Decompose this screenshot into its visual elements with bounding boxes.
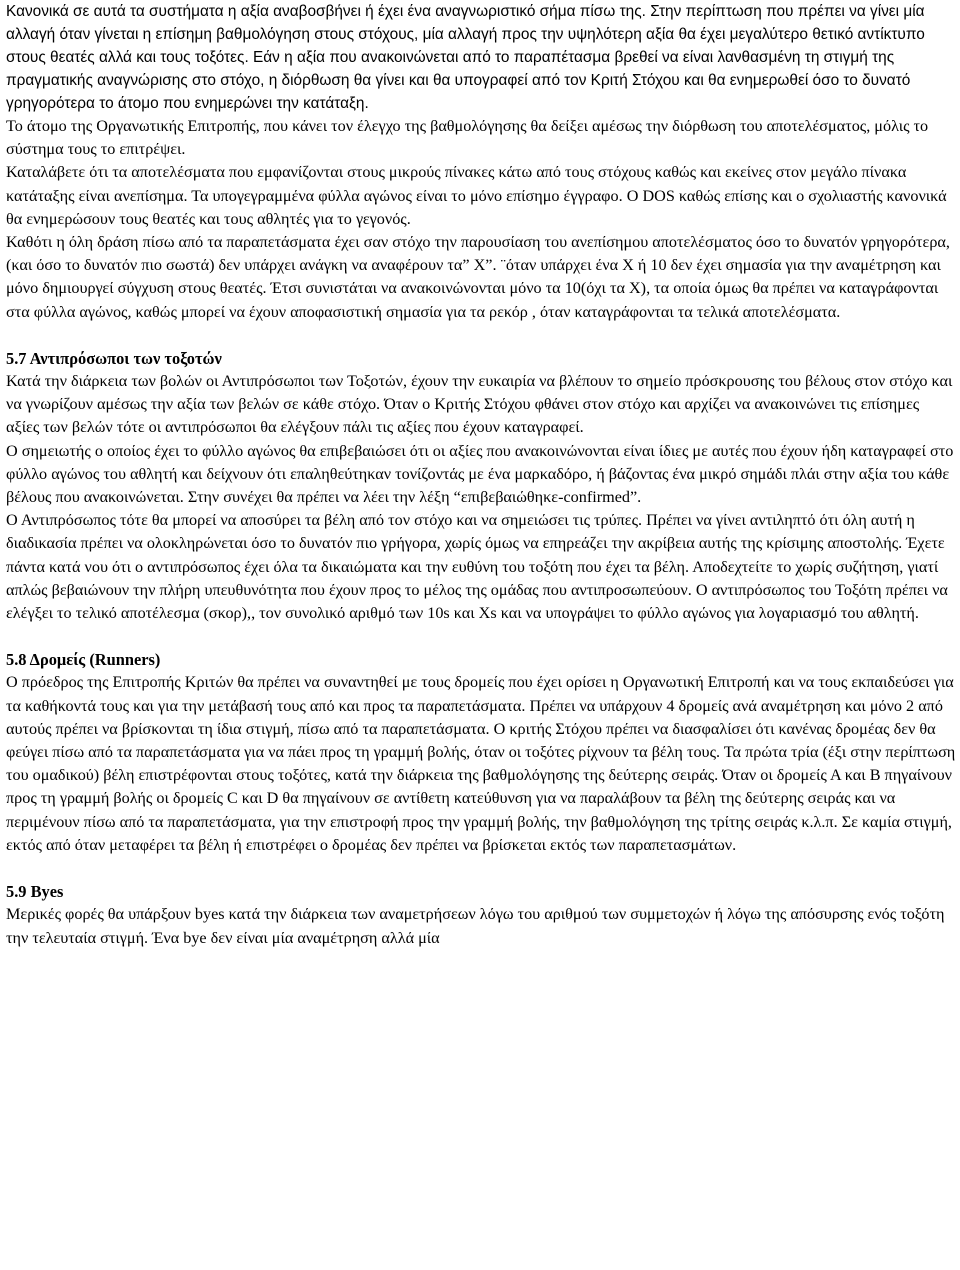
intro-paragraph-3: Καταλάβετε ότι τα αποτελέσματα που εμφανίζονται στους μικρούς πίνακες κάτω από τους στόχους καθώς και εκείνες στον μεγάλο πίνακα κατάταξης είναι ανεπίσημα. Τα υπογεγραμμένα φύλλα αγώνος είναι το μόνο επίσημο έγγραφο. Ο DOS καθώς επίσης και ο σχολιαστής κανονικά θα ενημερώσουν τους θεατές και τους αθλητές για το γεγονός. — [6, 163, 947, 228]
intro-serif-block — [6, 115, 956, 324]
section-5-7-paragraph-2: Ο σημειωτής ο οποίος έχει το φύλλο αγώνος θα επιβεβαιώσει ότι οι αξίες που ανακοινώνονται είναι ίδιες με αυτές που έχουν ήδη καταγραφεί στο φύλλο αγώνος του αθλητή και δείχνουν ότι επαληθεύτηκαν τονίζοντάς με ένα μαρκαδόρο, ή βάζοντας ένα μικρό σημάδι πλάι στην αξία του κάθε βέλους που ανακοινώνεται. Στην συνέχει θα πρέπει να λέει την λέξη “επιβεβαιώθηκε-confirmed”. — [6, 441, 954, 507]
spacer — [6, 324, 956, 347]
intro-block — [6, 0, 956, 115]
intro-paragraph-4: Καθότι η όλη δράση πίσω από τα παραπετάσματα έχει σαν στόχο την παρουσίαση του ανεπίσημου αποτελέσματος όσο το δυνατόν γρηγορότερα, (και όσο το δυνατόν πιο σωστά) δεν υπάρχει ανάγκη να αναφέρουν τα” Χ”. ¨όταν υπάρχει ένα Χ ή 10 δεν έχει σημασία για την αναμέτρηση και μόνο δημιουργεί σύγχυση στους θεατές. Έτσι συνιστάται να ανακοινώνονται μόνο τα 10(όχι τα Χ), τα οποία όμως θα πρέπει να καταγράφονται στα φύλλα αγώνος, καθώς μπορεί να έχουν αποφασιστική σημασία για τα ρεκόρ , όταν καταγράφονται τα τελικά αποτελέσματα. — [6, 233, 950, 321]
section-5-8 — [6, 648, 956, 857]
intro-paragraph-2: Το άτομο της Οργανωτικής Επιτροπής, που κάνει τον έλεγχο της βαθμολόγησης θα δείξει αμέσως την διόρθωση του αποτελέσματος, μόλις το σύστημα τους το επιτρέψει. — [6, 117, 929, 159]
spacer — [6, 625, 956, 648]
spacer — [6, 857, 956, 880]
section-5-7-paragraph-1: Κατά την διάρκεια των βολών οι Αντιπρόσωποι των Τοξοτών, έχουν την ευκαιρία να βλέπουν το σημείο πρόσκρουσης του βέλους στον στόχο και να γνωρίζουν αμέσως την αξία των βελών σε κάθε στόχο. Όταν ο Κριτής Στόχου φθάνει στον στόχο και αρχίζει να ανακοινώνει τις επίσημες αξίες των βελών τότε οι αντιπρόσωποι θα ελέγξουν πάλι τις αξίες που έχουν καταγραφεί. — [6, 372, 953, 437]
section-5-9 — [6, 880, 956, 950]
section-5-7 — [6, 347, 956, 625]
section-5-7-paragraph-3: Ο Αντιπρόσωπος τότε θα μπορεί να αποσύρει τα βέλη από τον στόχο και να σημειώσει τις τρύπες. Πρέπει να γίνει αντιληπτό ότι όλη αυτή η διαδικασία πρέπει να ολοκληρώνεται όσο το δυνατόν πιο γρήγορα, χωρίς όμως να επηρεάζει την ακρίβεια αυτής της κρίσιμης αποστολής. Έχετε πάντα κατά νου ότι ο αντιπρόσωπος έχει όλα τα δικαιώματα και την ευθύνη του τοξότη που έχει τα βέλη. Αποδεχτείτε το χωρίς συζήτηση, γιατί απλώς βεβαιώνουν την πλήρη υπευθυνότητα που έχουν προς το μέλος της ομάδας που αντιπροσωπεύουν. Ο αντιπρόσωπος του Τοξότη πρέπει να ελέγξει το τελικό αποτέλεσμα (σκορ),, τον συνολικό αριθμό των 10s και Xs και να υπογράψει το φύλλο αγώνος για λογαριασμό του αθλητή. — [6, 511, 948, 623]
section-heading-5-8: 5.8 Δρομείς (Runners) — [6, 650, 161, 670]
section-5-8-paragraph-1: Ο πρόεδρος της Επιτροπής Κριτών θα πρέπει να συναντηθεί με τους δρομείς που έχει ορίσει η Οργανωτική Επιτροπή και να τους εκπαιδεύσει για τα καθήκοντά τους και για την μετάβασή τους από και προς τα παραπετάσματα. Πρέπει να υπάρχουν 4 δρομείς ανά αναμέτρηση και μόνο 2 από αυτούς πρέπει να βρίσκονται τη ίδια στιγμή, πίσω από τα παραπετάσματα. Ο κριτής Στόχου πρέπει να διασφαλίσει ότι κανένας δρομέας δεν θα φεύγει πίσω από τα παραπετάσματα για να πάει προς τη γραμμή βολής, όταν οι τοξότες ρίχνουν τα βέλη τους. Τα πρώτα τρία (έξι στην περίπτωση του ομαδικού) βέλη επιστρέφονται στους τοξότες, κατά την διάρκεια της βαθμολόγησης της δεύτερης σειράς. Όταν οι δρομείς Α και Β πηγαίνουν προς τη γραμμή βολής οι δρομείς C και D θα πηγαίνουν σε αντίθετη κατεύθυνση για να παραλάβουν τα βέλη της δεύτερης σειράς και να περιμένουν πίσω από τα παραπετάσματα, για την επιστροφή προς την γραμμή βολής, την βαθμολόγηση της τρίτης σειράς κ.λ.π. Σε καμία στιγμή, εκτός από όταν μεταφέρει τα βέλη ή επιστρέφει ο δρομέας δεν πρέπει να βρίσκεται εκτός των παραπετασμάτων. — [6, 673, 956, 854]
section-5-9-paragraph-1: Μερικές φορές θα υπάρξουν byes κατά την διάρκεια των αναμετρήσεων λόγω του αριθμού των συμμετοχών ή λόγω της απόσυρσης ενός τοξότη την τελευταία στιγμή. Ένα bye δεν είναι μία αναμέτρηση αλλά μία — [6, 905, 945, 947]
section-heading-5-7: 5.7 Αντιπρόσωποι των τοξοτών — [6, 348, 222, 368]
document-page — [6, 0, 956, 950]
section-heading-5-9: 5.9 Byes — [6, 882, 64, 902]
intro-paragraph-1: Κανονικά σε αυτά τα συστήματα η αξία αναβοσβήνει ή έχει ένα αναγνωριστικό σήμα πίσω της. Στην περίπτωση που πρέπει να γίνει μία αλλαγή όταν γίνεται η επίσημη βαθμολόγηση στους στόχους, μία αλλαγή προς την υψηλότερη αξία θα έχει μεγαλύτερο θετικό αντίκτυπο στους θεατές αλλά και τους τοξότες. Εάν η αξία που ανακοινώνεται από το παραπέτασμα βρεθεί να είναι λανθασμένη τη στιγμή της πραγματικής αναγνώρισης στο στόχο, η διόρθωση θα γίνει και θα υπογραφεί από τον Κριτή Στόχου και θα ενημερωθεί όσο το δυνατό γρηγορότερα το άτομο που ενημερώνει την κατάταξη. — [6, 3, 925, 112]
